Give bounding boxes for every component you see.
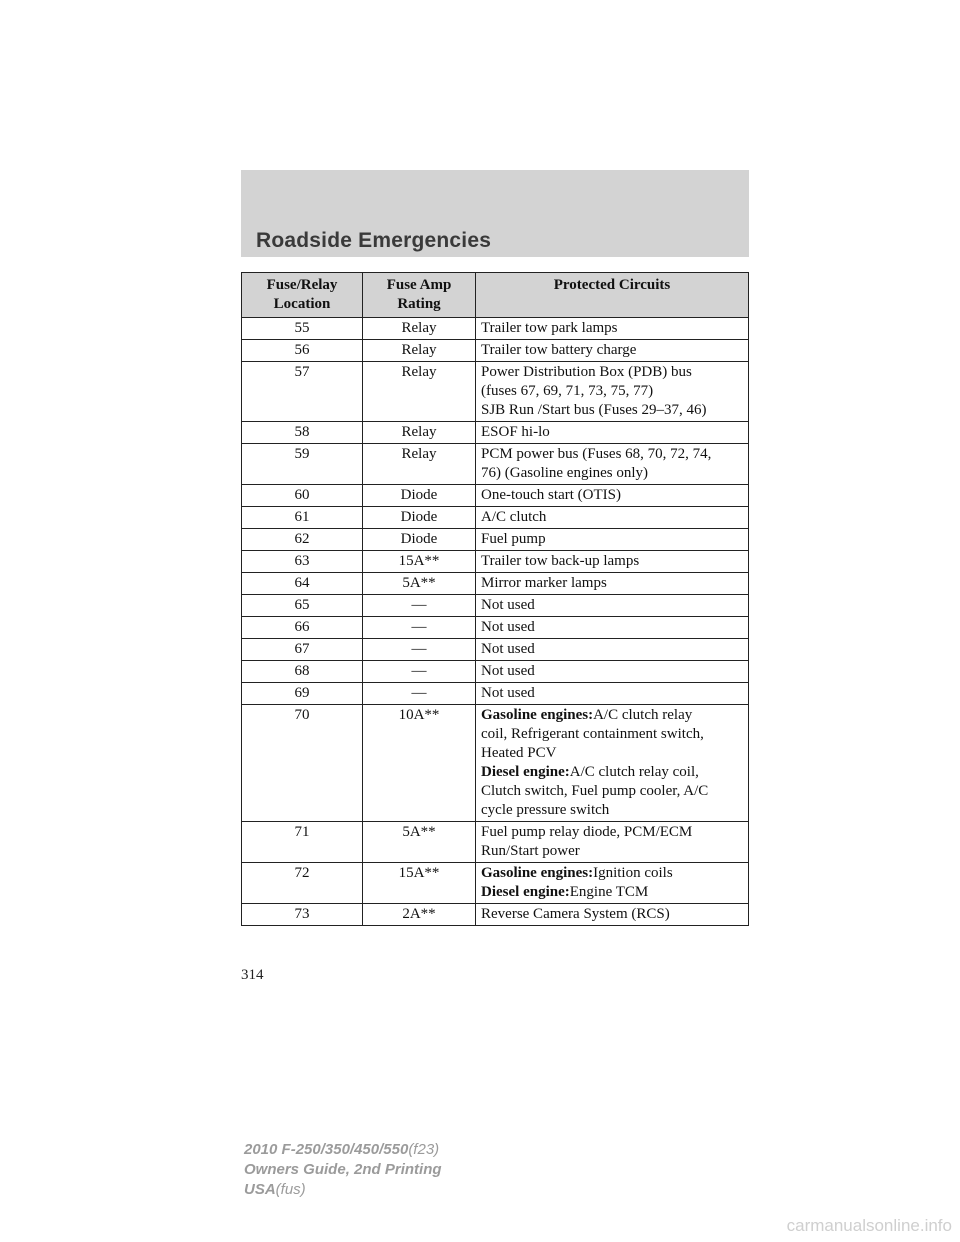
circuit-line — [481, 842, 744, 861]
table-row — [242, 595, 749, 617]
engine-type-label: Diesel engine: — [481, 764, 570, 780]
circuit-text: A/C clutch — [481, 509, 547, 525]
table-row — [242, 422, 749, 444]
table-row — [242, 485, 749, 507]
protected-circuits-cell — [476, 485, 749, 507]
fuse-location-cell: 70 — [242, 705, 363, 822]
circuit-line — [481, 706, 744, 725]
footer-line-1: 2010 F-250/350/450/550(f23) — [244, 1141, 440, 1158]
circuit-text: Power Distribution Box (PDB) bus — [481, 364, 692, 380]
circuit-line — [481, 801, 744, 820]
circuit-line — [481, 864, 744, 883]
table-row — [242, 444, 749, 485]
fuse-location-cell: 58 — [242, 422, 363, 444]
protected-circuits-cell — [476, 529, 749, 551]
protected-circuits-cell — [476, 904, 749, 926]
circuit-line — [481, 486, 744, 505]
circuit-line — [481, 684, 744, 703]
fuse-location-cell: 59 — [242, 444, 363, 485]
fuse-location-cell: 57 — [242, 362, 363, 422]
fuse-location-cell: 61 — [242, 507, 363, 529]
protected-circuits-cell — [476, 863, 749, 904]
section-title: Roadside Emergencies — [256, 229, 492, 252]
circuit-text: coil, Refrigerant containment switch, — [481, 726, 704, 742]
circuit-line — [481, 744, 744, 763]
circuit-text: Trailer tow battery charge — [481, 342, 637, 358]
fuse-location-cell: 71 — [242, 822, 363, 863]
circuit-line — [481, 883, 744, 902]
engine-type-label: Gasoline engines: — [481, 707, 594, 723]
table-row — [242, 822, 749, 863]
fuse-table-body — [242, 318, 749, 926]
fuse-amp-cell: — — [363, 683, 476, 705]
circuit-text: Mirror marker lamps — [481, 575, 607, 591]
fuse-location-cell: 72 — [242, 863, 363, 904]
circuit-text: Not used — [481, 685, 535, 701]
fuse-amp-cell: 2A** — [363, 904, 476, 926]
circuit-line — [481, 508, 744, 527]
circuit-text: Ignition coils — [593, 865, 673, 881]
circuit-text: cycle pressure switch — [481, 802, 610, 818]
table-row — [242, 705, 749, 822]
watermark: carmanualsonline.info — [786, 1216, 952, 1235]
table-row — [242, 318, 749, 340]
column-header-amp-rating: Fuse Amp Rating — [363, 273, 476, 318]
fuse-amp-cell: 5A** — [363, 573, 476, 595]
table-row — [242, 551, 749, 573]
protected-circuits-cell — [476, 683, 749, 705]
fuse-location-cell: 66 — [242, 617, 363, 639]
fuse-amp-cell: — — [363, 639, 476, 661]
circuit-text: PCM power bus (Fuses 68, 70, 72, 74, — [481, 446, 712, 462]
footer-line-2: Owners Guide, 2nd Printing — [244, 1161, 442, 1178]
engine-type-label: Diesel engine: — [481, 884, 570, 900]
table-row — [242, 904, 749, 926]
circuit-line — [481, 423, 744, 442]
footer-line-3: USA(fus) — [244, 1181, 306, 1198]
fuse-amp-cell: Relay — [363, 362, 476, 422]
fuse-location-cell: 55 — [242, 318, 363, 340]
circuit-text: One-touch start (OTIS) — [481, 487, 621, 503]
protected-circuits-cell — [476, 340, 749, 362]
fuse-location-cell: 73 — [242, 904, 363, 926]
fuse-amp-cell: Diode — [363, 529, 476, 551]
circuit-line — [481, 401, 744, 420]
fuse-location-cell: 65 — [242, 595, 363, 617]
circuit-text: Fuel pump relay diode, PCM/ECM — [481, 824, 693, 840]
circuit-text: Not used — [481, 619, 535, 635]
circuit-line — [481, 640, 744, 659]
fuse-location-cell: 63 — [242, 551, 363, 573]
protected-circuits-cell — [476, 595, 749, 617]
circuit-line — [481, 905, 744, 924]
circuit-text: Trailer tow park lamps — [481, 320, 618, 336]
circuit-text: 76) (Gasoline engines only) — [481, 465, 649, 481]
circuit-line — [481, 341, 744, 360]
circuit-line — [481, 445, 744, 464]
protected-circuits-cell — [476, 362, 749, 422]
table-row — [242, 362, 749, 422]
circuit-line — [481, 552, 744, 571]
fuse-amp-cell: — — [363, 617, 476, 639]
circuit-text: Not used — [481, 663, 535, 679]
document-footer — [244, 1140, 442, 1200]
circuit-text: Engine TCM — [569, 884, 649, 900]
circuit-line — [481, 464, 744, 483]
fuse-amp-cell: Relay — [363, 444, 476, 485]
circuit-text: Run/Start power — [481, 843, 580, 859]
circuit-line — [481, 725, 744, 744]
protected-circuits-cell — [476, 822, 749, 863]
circuit-text: Reverse Camera System (RCS) — [481, 906, 670, 922]
fuse-amp-cell: 15A** — [363, 863, 476, 904]
protected-circuits-cell — [476, 705, 749, 822]
fuse-location-cell: 62 — [242, 529, 363, 551]
fuse-amp-cell: 5A** — [363, 822, 476, 863]
circuit-line — [481, 782, 744, 801]
circuit-line — [481, 662, 744, 681]
fuse-location-cell: 56 — [242, 340, 363, 362]
column-header-location: Fuse/Relay Location — [242, 273, 363, 318]
circuit-line — [481, 382, 744, 401]
circuit-text: ESOF hi-lo — [481, 424, 550, 440]
fuse-location-cell: 67 — [242, 639, 363, 661]
protected-circuits-cell — [476, 444, 749, 485]
table-row — [242, 617, 749, 639]
table-row — [242, 529, 749, 551]
circuit-line — [481, 763, 744, 782]
fuse-amp-cell: 10A** — [363, 705, 476, 822]
protected-circuits-cell — [476, 422, 749, 444]
table-header-row — [242, 273, 749, 318]
table-row — [242, 661, 749, 683]
protected-circuits-cell — [476, 318, 749, 340]
circuit-line — [481, 618, 744, 637]
fuse-amp-cell: Relay — [363, 422, 476, 444]
circuit-text: Trailer tow back-up lamps — [481, 553, 640, 569]
circuit-text: Clutch switch, Fuel pump cooler, A/C — [481, 783, 709, 799]
circuit-text: A/C clutch relay coil, — [569, 764, 699, 780]
circuit-text: SJB Run /Start bus (Fuses 29–37, 46) — [481, 402, 707, 418]
fuse-amp-cell: Diode — [363, 485, 476, 507]
fuse-amp-cell: Relay — [363, 340, 476, 362]
circuit-line — [481, 574, 744, 593]
table-row — [242, 507, 749, 529]
protected-circuits-cell — [476, 573, 749, 595]
table-row — [242, 340, 749, 362]
fuse-location-cell: 68 — [242, 661, 363, 683]
circuit-text: Not used — [481, 641, 535, 657]
fuse-location-cell: 69 — [242, 683, 363, 705]
protected-circuits-cell — [476, 507, 749, 529]
circuit-line — [481, 823, 744, 842]
fuse-amp-cell: 15A** — [363, 551, 476, 573]
fuse-table — [241, 272, 749, 926]
fuse-amp-cell: Diode — [363, 507, 476, 529]
circuit-text: Fuel pump — [481, 531, 546, 547]
table-row — [242, 639, 749, 661]
fuse-location-cell: 60 — [242, 485, 363, 507]
table-row — [242, 863, 749, 904]
circuit-line — [481, 596, 744, 615]
fuse-amp-cell: Relay — [363, 318, 476, 340]
circuit-text: A/C clutch relay — [593, 707, 693, 723]
page-number: 314 — [241, 967, 264, 983]
circuit-text: Not used — [481, 597, 535, 613]
protected-circuits-cell — [476, 661, 749, 683]
protected-circuits-cell — [476, 551, 749, 573]
fuse-amp-cell: — — [363, 595, 476, 617]
fuse-amp-cell: — — [363, 661, 476, 683]
table-row — [242, 683, 749, 705]
circuit-line — [481, 319, 744, 338]
table-row — [242, 573, 749, 595]
column-header-protected-circuits: Protected Circuits — [476, 273, 749, 318]
circuit-text: Heated PCV — [481, 745, 557, 761]
circuit-line — [481, 530, 744, 549]
protected-circuits-cell — [476, 639, 749, 661]
engine-type-label: Gasoline engines: — [481, 865, 594, 881]
protected-circuits-cell — [476, 617, 749, 639]
fuse-location-cell: 64 — [242, 573, 363, 595]
circuit-text: (fuses 67, 69, 71, 73, 75, 77) — [481, 383, 654, 399]
circuit-line — [481, 363, 744, 382]
